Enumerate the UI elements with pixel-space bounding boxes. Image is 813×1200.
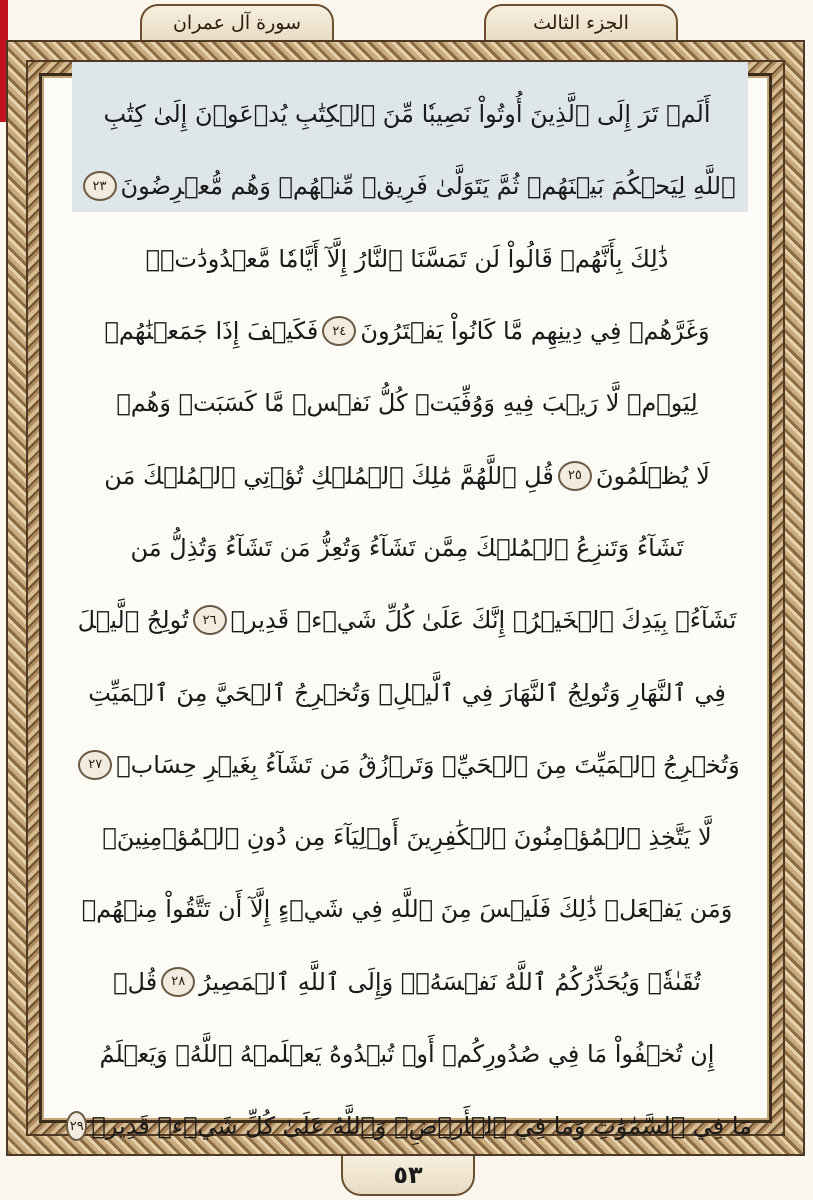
text-line (62, 150, 752, 222)
verse-text: تُولِجُ ٱلَّيۡلَ (77, 606, 189, 635)
verse-text: ٱللَّهِ لِيَحۡكُمَ بَيۡنَهُمۡ ثُمَّ يَتَوَلَّىٰ فَرِيقٞ مِّنۡهُمۡ وَهُم مُّعۡرِضُونَ (120, 172, 736, 201)
verse-text: قُلۡ (113, 967, 158, 996)
text-line (62, 78, 752, 150)
ayah-number-marker: ٢٩ (66, 1111, 87, 1141)
page-number-tab (341, 1156, 475, 1196)
verse-text: وَتُخۡرِجُ ٱلۡمَيِّتَ مِنَ ٱلۡحَيِّۖ وَتَرۡزُقُ مَن تَشَآءُ بِغَيۡرِ حِسَابٖ (116, 750, 740, 779)
surah-name-label: سورة آل عمران (172, 12, 302, 34)
text-lines (62, 78, 752, 1162)
text-line (62, 873, 752, 945)
verse-text: أَلَمۡ تَرَ إِلَى ٱلَّذِينَ أُوتُواْ نَصِيبٗا مِّنَ ٱلۡكِتَٰبِ يُدۡعَوۡنَ إِلَىٰ كِتَٰبِ (103, 100, 711, 129)
verse-text: لِيَوۡمٖ لَّا رَيۡبَ فِيهِ وَوُفِّيَتۡ كُلُّ نَفۡسٖ مَّا كَسَبَتۡ وَهُمۡ (116, 389, 698, 418)
text-line (62, 367, 752, 439)
ayah-number-marker: ٢٨ (161, 967, 195, 997)
text-line (62, 801, 752, 873)
verse-text: فَكَيۡفَ إِذَا جَمَعۡنَٰهُمۡ (104, 317, 319, 346)
text-line (62, 1018, 752, 1090)
text-line (62, 584, 752, 656)
verse-text: تَشَآءُۖ بِيَدِكَ ٱلۡخَيۡرُۖ إِنَّكَ عَلَىٰ كُلِّ شَيۡءٖ قَدِيرٞ (230, 606, 737, 635)
verse-text: ذَٰلِكَ بِأَنَّهُمۡ قَالُواْ لَن تَمَسَّنَا ٱلنَّارُ إِلَّآ أَيَّامٗا مَّعۡدُودَٰتٖۖ (145, 244, 669, 273)
verse-text: تَشَآءُ وَتَنزِعُ ٱلۡمُلۡكَ مِمَّن تَشَآءُ وَتُعِزُّ مَن تَشَآءُ وَتُذِلُّ مَن (130, 533, 684, 562)
verse-text: تُقَىٰةٗۗ وَيُحَذِّرُكُمُ ٱللَّهُ نَفۡسَهُۥۗ وَإِلَى ٱللَّهِ ٱلۡمَصِيرُ (199, 967, 701, 996)
text-line (62, 295, 752, 367)
verse-text: وَمَن يَفۡعَلۡ ذَٰلِكَ فَلَيۡسَ مِنَ ٱللَّهِ فِي شَيۡءٍ إِلَّآ أَن تَتَّقُواْ مِنۡهُمۡ (81, 895, 733, 924)
juz-header (484, 4, 678, 40)
text-line (62, 223, 752, 295)
text-line (62, 512, 752, 584)
verse-text: فِي ٱلنَّهَارِ وَتُولِجُ ٱلنَّهَارَ فِي ٱلَّيۡلِۖ وَتُخۡرِجُ ٱلۡحَيَّ مِنَ ٱلۡمَيِّتِ (88, 678, 726, 707)
text-line (62, 656, 752, 728)
juz-label: الجزء الثالث (533, 12, 629, 34)
ayah-number-marker: ٢٧ (78, 750, 112, 780)
verse-text: قُلِ ٱللَّهُمَّ مَٰلِكَ ٱلۡمُلۡكِ تُؤۡتِي ٱلۡمُلۡكَ مَن (104, 461, 554, 490)
ayah-number-marker: ٢٥ (558, 461, 592, 491)
page-number: ٥٣ (393, 1161, 423, 1189)
verse-text: لَا يُظۡلَمُونَ (595, 461, 710, 490)
ayah-number-marker: ٢٦ (193, 605, 227, 635)
verse-text: مَا فِي ٱلسَّمَٰوَٰتِ وَمَا فِي ٱلۡأَرۡضِۗ وَٱللَّهُ عَلَىٰ كُلِّ شَيۡءٖ قَدِيرٞ (91, 1112, 752, 1141)
verse-text: إِن تُخۡفُواْ مَا فِي صُدُورِكُمۡ أَوۡ تُبۡدُوهُ يَعۡلَمۡهُ ٱللَّهُۗ وَيَعۡلَمُ (99, 1040, 715, 1068)
text-line (62, 439, 752, 511)
text-line (62, 946, 752, 1018)
quran-text-area (62, 62, 752, 1154)
text-line (62, 1090, 752, 1162)
verse-text: لَّا يَتَّخِذِ ٱلۡمُؤۡمِنُونَ ٱلۡكَٰفِرِينَ أَوۡلِيَآءَ مِن دُونِ ٱلۡمُؤۡمِنِينَۖ (102, 823, 712, 852)
surah-name-header (140, 4, 334, 40)
ayah-number-marker: ٢٣ (83, 171, 117, 201)
text-line (62, 729, 752, 801)
verse-text: وَغَرَّهُمۡ فِي دِينِهِم مَّا كَانُواْ يَفۡتَرُونَ (360, 317, 710, 346)
ayah-number-marker: ٢٤ (322, 316, 356, 346)
